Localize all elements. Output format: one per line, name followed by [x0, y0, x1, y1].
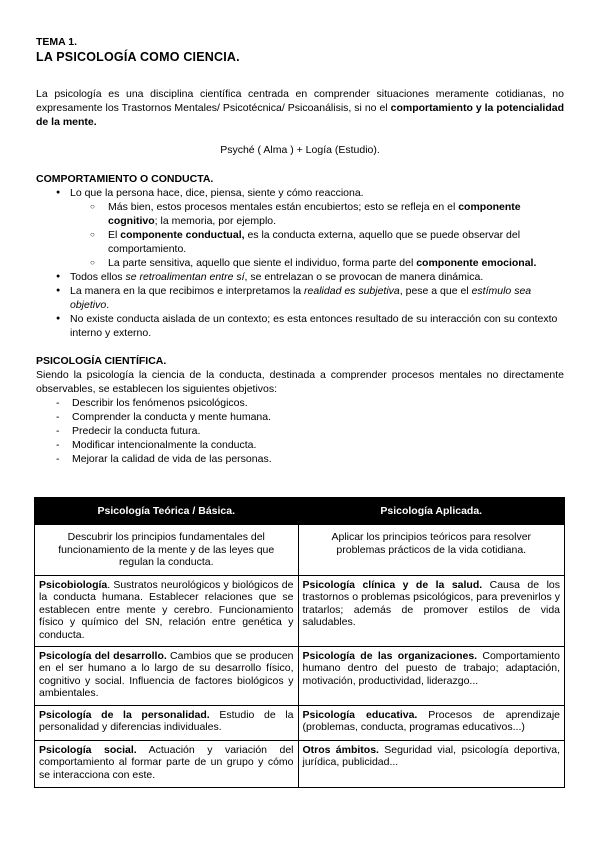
table-row	[35, 740, 565, 787]
intro-paragraph	[36, 87, 564, 129]
table-cell: Otros ámbitos. Seguridad vial, psicología deportiva, jurídica, publicidad...	[298, 740, 565, 787]
conducta-sublist	[70, 200, 564, 270]
list-item: - Predecir la conducta futura.	[36, 424, 564, 438]
conducta-list	[36, 186, 564, 340]
list-item: ● Lo que la persona hace, dice, piensa, siente y cómo reacciona. ○ Más bien, estos procesos mentales están encubiertos; esto se refleja en el componente cognitivo; la memoria, por ejemplo. ○ El componente conductual, es la conducta externa, aquello que se puede observar del comportamiento. ○ La parte sensitiva, aquello que siente el individuo, forma parte del componente emocional.	[36, 186, 564, 270]
etymology: Psyché ( Alma ) + Logía (Estudio).	[220, 144, 380, 156]
table-cell: Psicología del desarrollo. Cambios que se producen en el ser humano a lo largo de su desarrollo físico, cognitivo y social. Influencia de factores biológicos y ambientales.	[35, 646, 299, 705]
list-item: - Modificar intencionalmente la conducta.	[36, 438, 564, 452]
table-cell: Psicología social. Actuación y variación del comportamiento al formar parte de un grupo y cómo se interacciona con este.	[35, 740, 299, 787]
list-item: - Comprender la conducta y mente humana.	[36, 410, 564, 424]
section-heading-cientifica: PSICOLOGÍA CIENTÍFICA.	[36, 355, 167, 367]
comparison-table	[34, 497, 565, 788]
intro-bold: comportamiento y la potencialidad de la mente.	[36, 102, 565, 128]
page-title: LA PSICOLOGÍA COMO CIENCIA.	[36, 50, 240, 64]
table-row	[35, 646, 565, 705]
section-heading-conducta: COMPORTAMIENTO O CONDUCTA.	[36, 173, 214, 185]
table-cell: Descubrir los principios fundamentales del funcionamiento de la mente y de las leyes que regulan la conducta.	[35, 525, 299, 576]
list-item: ● Todos ellos se retroalimentan entre sí, se entrelazan o se provocan de manera dinámica.	[36, 270, 564, 284]
table-header-cell: Psicología Teórica / Básica.	[35, 498, 299, 525]
table-row	[35, 575, 565, 646]
list-item: ○ Más bien, estos procesos mentales están encubiertos; esto se refleja en el componente cognitivo; la memoria, por ejemplo.	[36, 200, 564, 228]
cientifica-paragraph: Siendo la psicología la ciencia de la conducta, destinada a comprender procesos mentales no directamente observables, se establecen los siguientes objetivos:	[36, 369, 564, 395]
objetivos-list	[36, 396, 564, 466]
table-cell: Aplicar los principios teóricos para resolver problemas prácticos de la vida cotidiana.	[298, 525, 565, 576]
table-cell: Psicología de la personalidad. Estudio de la personalidad y diferencias individuales.	[35, 705, 299, 740]
list-item: ○ La parte sensitiva, aquello que siente el individuo, forma parte del componente emocional.	[36, 256, 564, 270]
list-item: - Mejorar la calidad de vida de las personas.	[36, 452, 564, 466]
list-item: ○ El componente conductual, es la conducta externa, aquello que se puede observar del comportamiento.	[36, 228, 564, 256]
table-row	[35, 525, 565, 576]
topic-number: TEMA 1.	[36, 36, 78, 48]
table-cell: Psicobiología. Sustratos neurológicos y biológicos de la conducta humana. Establecer relaciones que se establecen entre mente y cerebro. Funcionamiento físico y químico del SN, relación entre genética y conducta.	[35, 575, 299, 646]
table-header-cell: Psicología Aplicada.	[298, 498, 565, 525]
intro-text: La psicología es una disciplina científica centrada en comprender situaciones meramente cotidianas, no expresamente los Trastornos Mentales/ Psicotécnica/ Psicoanálisis, si no el	[36, 88, 564, 114]
list-item: ● La manera en la que recibimos e interpretamos la realidad es subjetiva, pese a que el estímulo sea objetivo.	[36, 284, 564, 312]
table-header-row	[35, 498, 565, 525]
table-cell: Psicología de las organizaciones. Comportamiento humano dentro del puesto de trabajo; adaptación, motivación, productividad, liderazgo...	[298, 646, 565, 705]
list-item: - Describir los fenómenos psicológicos.	[36, 396, 564, 410]
document-page	[36, 36, 564, 466]
list-item: ● No existe conducta aislada de un contexto; es esta entonces resultado de su interacción con su contexto interno y externo.	[36, 312, 564, 340]
table-cell: Psicología educativa. Procesos de aprendizaje (problemas, conducta, programas educativos...)	[298, 705, 565, 740]
table-row	[35, 705, 565, 740]
table-cell: Psicología clínica y de la salud. Causa de los trastornos o problemas psicológicos, para prevenirlos y tratarlos; además de promover estilos de vida saludables.	[298, 575, 565, 646]
